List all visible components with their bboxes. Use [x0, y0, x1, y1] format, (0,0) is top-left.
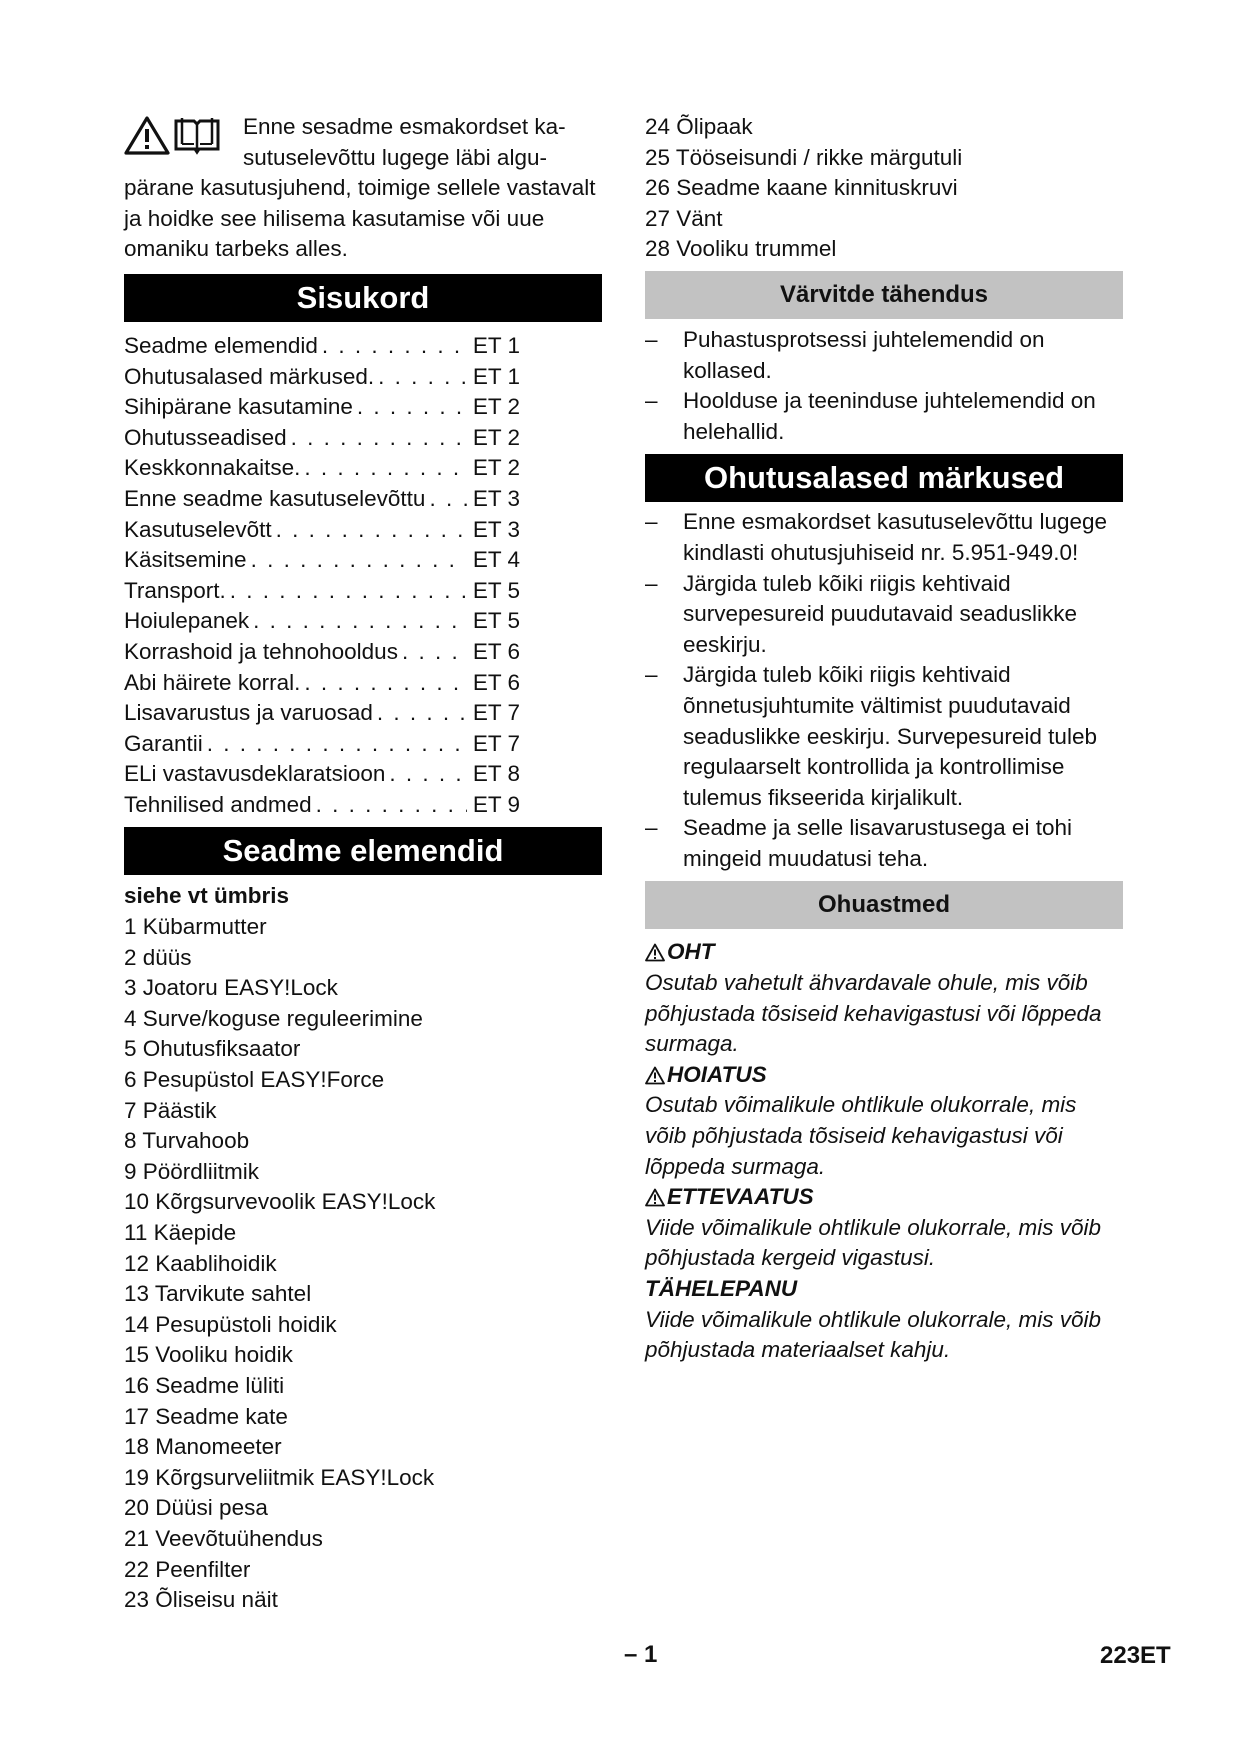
toc-item-title: Korrashoid ja tehnohooldus	[124, 638, 398, 664]
intro-line-1: Enne sesadme esmakordset ka-	[243, 114, 566, 139]
element-item: 16 Seadme lüliti	[124, 1372, 285, 1398]
hazard-level	[645, 1182, 1123, 1274]
toc-item	[124, 331, 602, 362]
toc-item	[124, 423, 602, 454]
element-item: 19 Kõrgsurveliitmik EASY!Lock	[124, 1464, 435, 1490]
hazard-level	[645, 1060, 1123, 1182]
toc-item-page: ET 1	[472, 363, 520, 389]
warning-small-icon	[645, 1188, 665, 1207]
toc-item-title: Keskkonnakaitse.	[124, 455, 301, 481]
dash-marker: –	[645, 662, 658, 688]
toc-item	[124, 362, 602, 393]
toc-leader-dots	[353, 392, 467, 423]
toc-item-page: ET 4	[472, 547, 520, 573]
toc-item-page: ET 1	[472, 332, 520, 358]
hazard-level	[645, 1274, 1123, 1366]
element-item: 24 Õlipaak	[645, 114, 753, 139]
toc-item	[124, 392, 602, 423]
hazard-label: HOIATUS	[667, 1061, 767, 1087]
element-item: 18 Manomeeter	[124, 1434, 282, 1460]
toc-item	[124, 698, 602, 729]
toc-item	[124, 515, 602, 546]
elements-list-left	[124, 912, 602, 1616]
elements-heading: Seadme elemendid	[124, 827, 602, 875]
element-item: 7 Päästik	[124, 1097, 217, 1123]
toc-item-title: Seadme elemendid	[124, 332, 318, 358]
page-code: 223ET	[1100, 1642, 1171, 1669]
toc-item-page: ET 2	[472, 394, 520, 420]
dash-marker: –	[645, 509, 658, 535]
manual-book-icon	[173, 115, 221, 155]
toc-item-title: Lisavarustus ja varuosad	[124, 700, 373, 726]
element-item: 4 Surve/koguse reguleerimine	[124, 1005, 423, 1031]
toc-leader-dots	[300, 453, 467, 484]
toc-item-title: Sihipärane kasutamine	[124, 394, 353, 420]
toc-item-title: Ohutusseadised	[124, 424, 287, 450]
toc-item-page: ET 5	[472, 608, 520, 634]
intro-line-2: sutuselevõttu lugege läbi algu-	[243, 144, 547, 170]
safety-item-text: Enne esmakordset kasutuselevõttu lugege kindlasti ohutusjuhiseid nr. 5.951-949.0!	[683, 509, 1108, 565]
toc-leader-dots	[249, 606, 467, 637]
toc-leader-dots	[287, 423, 467, 454]
toc-item	[124, 484, 602, 515]
dash-marker: –	[645, 388, 658, 414]
element-item: 27 Vänt	[645, 205, 723, 231]
toc-item	[124, 637, 602, 668]
warning-small-icon	[645, 943, 665, 962]
toc-item-page: ET 3	[472, 485, 520, 511]
hazards-list	[645, 937, 1123, 1365]
hazard-text: Viide võimalikule ohtlikule olukorrale, mis võib põhjustada kergeid vigastusi.	[645, 1214, 1102, 1271]
toc-item-title: Enne seadme kasutuselevõttu	[124, 485, 426, 511]
toc-leader-dots	[226, 576, 467, 607]
element-item: 6 Pesupüstol EASY!Force	[124, 1067, 385, 1093]
element-item: 21 Veevõtuühendus	[124, 1525, 323, 1551]
colors-heading: Värvitde tähendus	[645, 271, 1123, 319]
element-item: 11 Käepide	[124, 1220, 237, 1245]
element-item: 8 Turvahoob	[124, 1128, 250, 1154]
toc-item-page: ET 6	[472, 669, 520, 695]
hazard-title	[645, 937, 1123, 968]
toc-leader-dots	[318, 331, 467, 362]
toc-leader-dots	[373, 698, 467, 729]
hazard-label: TÄHELEPANU	[645, 1276, 798, 1301]
safety-item	[645, 660, 1123, 813]
toc-leader-dots	[203, 729, 467, 760]
toc-list	[124, 331, 602, 821]
toc-item-page: ET 2	[472, 424, 520, 450]
element-item: 23 Õliseisu näit	[124, 1587, 278, 1613]
toc-item	[124, 545, 602, 576]
colors-list	[645, 325, 1123, 447]
element-item: 3 Joatoru EASY!Lock	[124, 975, 338, 1001]
safety-item	[645, 507, 1123, 568]
toc-heading: Sisukord	[124, 274, 602, 322]
toc-item-page: ET 2	[472, 455, 520, 481]
safety-list	[645, 507, 1123, 874]
hazard-title	[645, 1060, 1123, 1091]
toc-leader-dots	[272, 515, 467, 546]
element-item: 12 Kaablihoidik	[124, 1250, 277, 1276]
toc-item-title: Hoiulepanek	[124, 608, 250, 634]
toc-item-page: ET 9	[472, 791, 520, 817]
element-item: 2 düüs	[124, 944, 192, 970]
toc-item-title: ELi vastavusdeklaratsioon	[124, 761, 386, 787]
element-item: 13 Tarvikute sahtel	[124, 1281, 312, 1307]
element-item: 17 Seadme kate	[124, 1403, 288, 1429]
warning-small-icon	[645, 1066, 665, 1085]
toc-item-page: ET 3	[472, 516, 520, 542]
hazard-title	[645, 1182, 1123, 1213]
toc-item	[124, 668, 602, 699]
hazards-heading: Ohuastmed	[645, 881, 1123, 929]
toc-leader-dots	[398, 637, 467, 668]
dash-marker: –	[645, 326, 658, 352]
toc-item	[124, 790, 602, 821]
toc-leader-dots	[247, 545, 467, 576]
toc-item	[124, 453, 602, 484]
toc-item-page: ET 7	[472, 700, 520, 726]
hazard-title	[645, 1274, 1123, 1305]
element-item: 25 Tööseisundi / rikke märgutuli	[645, 144, 963, 170]
hazard-level	[645, 937, 1123, 1059]
toc-leader-dots	[425, 484, 466, 515]
element-item: 22 Peenfilter	[124, 1556, 251, 1582]
hazard-label: OHT	[667, 939, 715, 965]
toc-item-page: ET 7	[472, 730, 520, 756]
toc-item-page: ET 6	[472, 638, 520, 664]
safety-item-text: Järgida tuleb kõiki riigis kehtivaid õnnetusjuhtumite vältimist puudutavaid seaduslikke eeskirju. Survepesureid tuleb regulaarselt kontrollida ja kontrollimise tulemus fikseerida kirjalikult.	[683, 662, 1097, 810]
element-item: 14 Pesupüstoli hoidik	[124, 1311, 337, 1337]
warning-triangle-icon	[124, 115, 170, 155]
element-item: 15 Vooliku hoidik	[124, 1342, 293, 1368]
element-item: 28 Vooliku trummel	[645, 236, 837, 262]
toc-leader-dots	[312, 790, 467, 821]
toc-item-page: ET 8	[472, 761, 520, 787]
toc-leader-dots	[300, 668, 467, 699]
left-column	[124, 112, 602, 1616]
element-item: 26 Seadme kaane kinnituskruvi	[645, 175, 958, 201]
toc-item-title: Tehnilised andmed	[124, 791, 312, 817]
element-item: 1 Kübarmutter	[124, 914, 267, 940]
safety-heading: Ohutusalased märkused	[645, 454, 1123, 502]
right-column	[645, 112, 1123, 1366]
element-item: 5 Ohutusfiksaator	[124, 1036, 301, 1062]
toc-item-title: Kasutuselevõtt	[124, 516, 272, 542]
toc-item	[124, 606, 602, 637]
toc-item	[124, 759, 602, 790]
toc-item-title: Abi häirete korral.	[124, 669, 301, 695]
intro-rest: pärane kasutusjuhend, toimige sellele vastavalt ja hoidke see hilisema kasutamise või uue omaniku tarbeks alles.	[124, 175, 596, 262]
hazard-label: ETTEVAATUS	[667, 1184, 814, 1210]
toc-item	[124, 729, 602, 760]
colors-item	[645, 386, 1123, 447]
toc-leader-dots	[374, 362, 467, 393]
dash-marker: –	[645, 815, 658, 841]
safety-item	[645, 813, 1123, 874]
hazard-text: Osutab vahetult ähvardavale ohule, mis võib põhjustada tõsiseid kehavigastusi või lõppeda surmaga.	[645, 970, 1102, 1057]
element-item: 9 Pöördliitmik	[124, 1158, 260, 1184]
safety-item	[645, 569, 1123, 661]
intro-icons	[124, 115, 221, 155]
toc-leader-dots	[385, 759, 466, 790]
intro-notice	[124, 112, 602, 265]
safety-item-text: Järgida tuleb kõiki riigis kehtivaid survepesureid puudutavaid seaduslikke eeskirju.	[683, 570, 1078, 657]
toc-item-title: Transport.	[124, 577, 226, 603]
elements-subtitle: siehe vt ümbris	[124, 883, 290, 909]
hazard-text: Viide võimalikule ohtlikule olukorrale, mis võib põhjustada materiaalset kahju.	[645, 1306, 1102, 1363]
hazard-text: Osutab võimalikule ohtlikule olukorrale, mis võib põhjustada tõsiseid kehavigastusi või lõppeda surmaga.	[645, 1092, 1077, 1179]
safety-item-text: Seadme ja selle lisavarustusega ei tohi mingeid muudatusi teha.	[683, 815, 1072, 871]
dash-marker: –	[645, 570, 658, 596]
toc-item	[124, 576, 602, 607]
colors-item-text: Puhastusprotsessi juhtelemendid on kollased.	[683, 326, 1045, 383]
element-item: 10 Kõrgsurvevoolik EASY!Lock	[124, 1189, 436, 1215]
page-number: – 1	[624, 1641, 658, 1668]
toc-item-title: Ohutusalased märkused.	[124, 363, 375, 389]
elements-list-right	[645, 112, 1123, 265]
toc-item-page: ET 5	[472, 577, 520, 603]
toc-item-title: Garantii	[124, 730, 203, 756]
toc-item-title: Käsitsemine	[124, 547, 247, 573]
colors-item-text: Hoolduse ja teeninduse juhtelemendid on helehallid.	[683, 388, 1096, 444]
colors-item	[645, 325, 1123, 386]
element-item: 20 Düüsi pesa	[124, 1495, 268, 1521]
